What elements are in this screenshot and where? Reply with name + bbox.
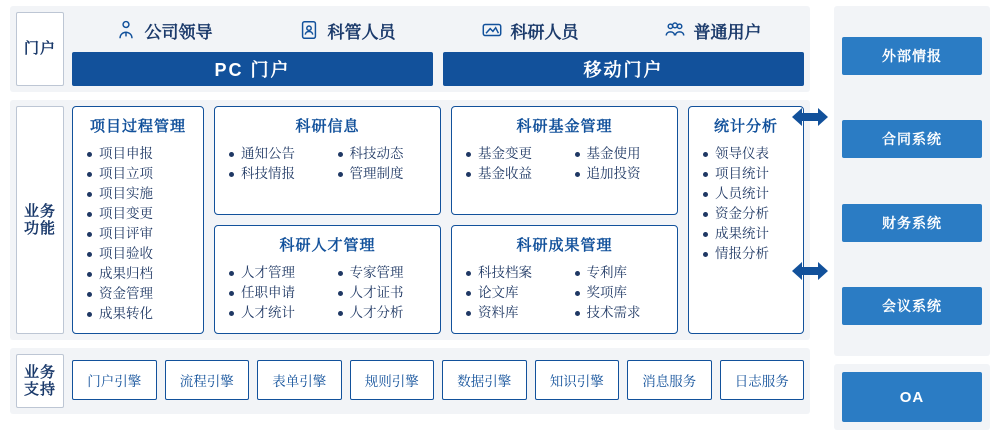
id-badge-icon bbox=[298, 19, 320, 41]
function-band-label-text: 业务功能 bbox=[23, 202, 56, 237]
card-project-process[interactable] bbox=[72, 106, 204, 334]
achievement-columns bbox=[458, 263, 671, 323]
role-researcher[interactable] bbox=[481, 18, 579, 43]
function-band-label bbox=[16, 106, 64, 334]
list-item[interactable]: 项目实施 bbox=[85, 184, 197, 204]
list-item[interactable]: 资料库 bbox=[464, 303, 563, 323]
lab-icon bbox=[481, 19, 503, 41]
card-talent-management[interactable] bbox=[214, 225, 441, 334]
info-list-left bbox=[221, 144, 326, 184]
function-grid bbox=[72, 106, 804, 334]
engine-portal[interactable]: 门户引擎 bbox=[72, 360, 157, 400]
list-item[interactable]: 追加投资 bbox=[573, 164, 672, 184]
roles-row bbox=[72, 12, 804, 48]
talent-list-right bbox=[330, 263, 435, 323]
portal-pc[interactable]: PC 门户 bbox=[72, 52, 433, 86]
card-research-info[interactable] bbox=[214, 106, 441, 215]
list-item[interactable]: 项目申报 bbox=[85, 144, 197, 164]
user-tie-icon bbox=[115, 19, 137, 41]
users-icon bbox=[664, 19, 686, 41]
double-arrow-icon-top bbox=[790, 104, 830, 130]
portal-mobile[interactable]: 移动门户 bbox=[443, 52, 804, 86]
support-band-label bbox=[16, 354, 64, 408]
card-research-fund[interactable] bbox=[451, 106, 678, 215]
list-item[interactable]: 基金使用 bbox=[573, 144, 672, 164]
achievement-list-left bbox=[458, 263, 563, 323]
list-item[interactable]: 论文库 bbox=[464, 283, 563, 303]
list-item[interactable]: 管理制度 bbox=[336, 164, 435, 184]
card-title: 科研人才管理 bbox=[279, 237, 376, 254]
card-title: 科研基金管理 bbox=[516, 118, 613, 135]
role-label: 公司领导 bbox=[144, 22, 213, 42]
list-item[interactable]: 领导仪表 bbox=[701, 144, 797, 164]
engine-message-service[interactable]: 消息服务 bbox=[627, 360, 712, 400]
system-meeting[interactable]: 会议系统 bbox=[842, 287, 982, 325]
list-item[interactable]: 项目验收 bbox=[85, 244, 197, 264]
role-label: 科研人员 bbox=[510, 22, 579, 42]
engine-data[interactable]: 数据引擎 bbox=[442, 360, 527, 400]
list-item[interactable]: 科技情报 bbox=[227, 164, 326, 184]
card-statistics-analysis[interactable] bbox=[688, 106, 804, 334]
list-item[interactable]: 科技档案 bbox=[464, 263, 563, 283]
portal-band-label-text: 门户 bbox=[23, 40, 56, 58]
talent-columns bbox=[221, 263, 434, 323]
middle-cards-column bbox=[214, 106, 678, 334]
engine-form[interactable]: 表单引擎 bbox=[257, 360, 342, 400]
list-item[interactable]: 成果转化 bbox=[85, 304, 197, 324]
list-item[interactable]: 成果归档 bbox=[85, 264, 197, 284]
role-research-admin[interactable] bbox=[298, 18, 396, 43]
list-item[interactable]: 基金收益 bbox=[464, 164, 563, 184]
system-finance[interactable]: 财务系统 bbox=[842, 204, 982, 242]
list-item[interactable]: 资金分析 bbox=[701, 204, 797, 224]
function-band bbox=[10, 100, 810, 340]
role-normal-user[interactable] bbox=[664, 18, 762, 43]
list-item[interactable]: 专家管理 bbox=[336, 263, 435, 283]
list-item[interactable]: 科技动态 bbox=[336, 144, 435, 164]
external-systems-panel bbox=[834, 6, 990, 356]
engine-log-service[interactable]: 日志服务 bbox=[720, 360, 805, 400]
engine-workflow[interactable]: 流程引擎 bbox=[165, 360, 250, 400]
fund-list-left bbox=[458, 144, 563, 184]
list-item[interactable]: 奖项库 bbox=[573, 283, 672, 303]
list-item[interactable]: 基金变更 bbox=[464, 144, 563, 164]
card-title: 统计分析 bbox=[713, 118, 778, 135]
list-item[interactable]: 情报分析 bbox=[701, 244, 797, 264]
double-arrow-icon-bottom bbox=[790, 258, 830, 284]
list-item[interactable]: 项目立项 bbox=[85, 164, 197, 184]
support-band-body bbox=[70, 348, 810, 414]
list-item[interactable]: 人才分析 bbox=[336, 303, 435, 323]
list-item[interactable]: 资金管理 bbox=[85, 284, 197, 304]
function-band-body bbox=[70, 100, 810, 340]
card-title: 项目过程管理 bbox=[89, 118, 186, 135]
list-item[interactable]: 技术需求 bbox=[573, 303, 672, 323]
oa-panel bbox=[834, 364, 990, 430]
engine-row bbox=[72, 354, 804, 406]
list-item[interactable]: 专利库 bbox=[573, 263, 672, 283]
process-list bbox=[79, 144, 197, 324]
list-item[interactable]: 项目统计 bbox=[701, 164, 797, 184]
portal-band-label bbox=[16, 12, 64, 86]
list-item[interactable]: 人才证书 bbox=[336, 283, 435, 303]
list-item[interactable]: 通知公告 bbox=[227, 144, 326, 164]
fund-columns bbox=[458, 144, 671, 184]
list-item[interactable]: 项目变更 bbox=[85, 204, 197, 224]
system-oa[interactable]: OA bbox=[842, 372, 982, 422]
portal-band bbox=[10, 6, 810, 92]
list-item[interactable]: 项目评审 bbox=[85, 224, 197, 244]
fund-list-right bbox=[567, 144, 672, 184]
support-band-label-text: 业务支持 bbox=[23, 363, 56, 398]
role-label: 科管人员 bbox=[327, 22, 396, 42]
info-list-right bbox=[330, 144, 435, 184]
list-item[interactable]: 人才管理 bbox=[227, 263, 326, 283]
middle-row-top bbox=[214, 106, 678, 215]
engine-rule[interactable]: 规则引擎 bbox=[350, 360, 435, 400]
info-columns bbox=[221, 144, 434, 184]
role-company-leader[interactable] bbox=[115, 18, 213, 43]
list-item[interactable]: 人才统计 bbox=[227, 303, 326, 323]
achievement-list-right bbox=[567, 263, 672, 323]
list-item[interactable]: 任职申请 bbox=[227, 283, 326, 303]
left-column bbox=[10, 6, 810, 422]
engine-knowledge[interactable]: 知识引擎 bbox=[535, 360, 620, 400]
portal-row bbox=[72, 52, 804, 86]
list-item[interactable]: 人员统计 bbox=[701, 184, 797, 204]
support-band bbox=[10, 348, 810, 414]
middle-row-bottom bbox=[214, 225, 678, 334]
talent-list-left bbox=[221, 263, 326, 323]
stats-list bbox=[695, 144, 797, 264]
card-achievement-management[interactable] bbox=[451, 225, 678, 334]
role-label: 普通用户 bbox=[693, 22, 762, 42]
system-external-intelligence[interactable]: 外部情报 bbox=[842, 37, 982, 75]
portal-band-body bbox=[70, 6, 810, 92]
external-systems-column bbox=[834, 6, 990, 430]
card-title: 科研信息 bbox=[295, 118, 360, 135]
system-contract[interactable]: 合同系统 bbox=[842, 120, 982, 158]
card-title: 科研成果管理 bbox=[516, 237, 613, 254]
list-item[interactable]: 成果统计 bbox=[701, 224, 797, 244]
